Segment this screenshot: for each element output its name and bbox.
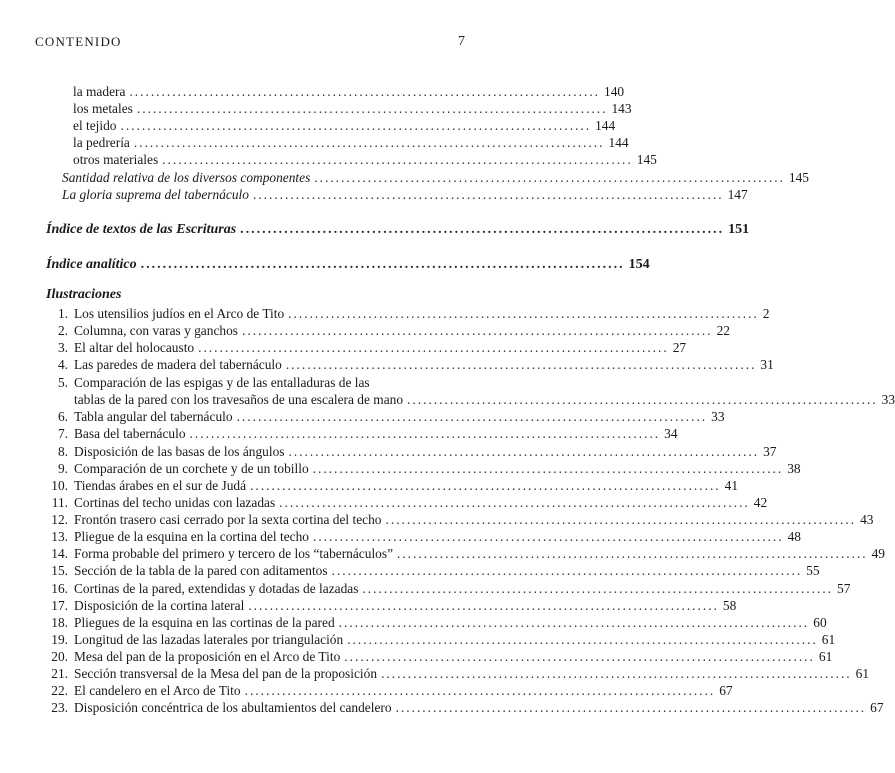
- leader-dots: ........................................................................................: [338, 615, 810, 630]
- illustration-entry: 20. Mesa del pan de la proposición en el Arco de Tito ........................................................................................ 61: [51, 649, 833, 664]
- leader-dots: ........................................................................................: [129, 84, 601, 99]
- leader-dots: ........................................................................................: [362, 581, 834, 596]
- leader-dots: ........................................................................................: [198, 340, 669, 355]
- illustration-entry: 7. Basa del tabernáculo ........................................................................................ 34: [57, 426, 678, 441]
- illustration-entry: 9. Comparación de un corchete y de un tobillo ........................................................................................ 38: [57, 461, 801, 476]
- leader-dots: ........................................................................................: [242, 323, 713, 338]
- leader-dots: ........................................................................................: [189, 426, 661, 441]
- illustration-entry-continuation: tablas de la pared con los travesaños de una escalera de mano ........................................................................................ 33: [74, 392, 895, 407]
- toc-major-entry: Índice analítico ........................................................................................ 154: [46, 257, 650, 272]
- illustration-entry: 3. El altar del holocausto ........................................................................................ 27: [57, 340, 687, 355]
- toc-entry: Santidad relativa de los diversos componentes ........................................................................................ 145: [62, 170, 809, 185]
- leader-dots: ........................................................................................: [120, 118, 592, 133]
- illustrations-heading: Ilustraciones: [46, 287, 122, 302]
- section-title: CONTENIDO: [35, 34, 122, 49]
- leader-dots: ........................................................................................: [240, 222, 725, 237]
- leader-dots: ........................................................................................: [395, 700, 867, 715]
- leader-dots: ........................................................................................: [162, 152, 633, 167]
- page-number: 7: [458, 34, 465, 49]
- illustration-entry: 22. El candelero en el Arco de Tito ........................................................................................ 67: [51, 683, 733, 698]
- illustration-entry: 18. Pliegues de la esquina en las cortinas de la pared ........................................................................................ 60: [51, 615, 827, 630]
- illustration-entry: 15. Sección de la tabla de la pared con aditamentos ........................................................................................ 55: [51, 563, 820, 578]
- leader-dots: ........................................................................................: [288, 444, 760, 459]
- illustration-entry: 6. Tabla angular del tabernáculo ........................................................................................ 33: [57, 409, 725, 424]
- leader-dots: ........................................................................................: [250, 478, 721, 493]
- illustration-entry: 11. Cortinas del techo unidas con lazadas ........................................................................................ 42: [51, 495, 768, 510]
- illustration-entry: 23. Disposición concéntrica de los abultamientos del candelero ........................................................................................ 67: [51, 700, 884, 715]
- illustration-entry: 1. Los utensilios judíos en el Arco de Tito ........................................................................................ 2: [57, 306, 770, 321]
- leader-dots: ........................................................................................: [331, 563, 803, 578]
- leader-dots: ........................................................................................: [279, 495, 750, 510]
- illustration-entry: 5. Comparación de las espigas y de las entalladuras de las: [57, 375, 370, 390]
- page-header: [35, 34, 465, 50]
- leader-dots: ........................................................................................: [248, 598, 719, 613]
- toc-entry: la madera ........................................................................................ 140: [73, 84, 625, 99]
- leader-dots: ........................................................................................: [313, 529, 784, 544]
- illustration-entry: 12. Frontón trasero casi cerrado por la sexta cortina del techo ........................................................................................ 43: [51, 512, 874, 527]
- illustration-entry: 16. Cortinas de la pared, extendidas y dotadas de lazadas ........................................................................................ 57: [51, 581, 851, 596]
- leader-dots: ........................................................................................: [236, 409, 708, 424]
- leader-dots: ........................................................................................: [244, 683, 716, 698]
- toc-entry: el tejido ........................................................................................ 144: [73, 118, 616, 133]
- leader-dots: ........................................................................................: [407, 392, 878, 407]
- illustration-entry: 17. Disposición de la cortina lateral ........................................................................................ 58: [51, 598, 737, 613]
- illustration-entry: 19. Longitud de las lazadas laterales por triangulación ........................................................................................ 61: [51, 632, 836, 647]
- leader-dots: ........................................................................................: [397, 546, 868, 561]
- leader-dots: ........................................................................................: [252, 187, 724, 202]
- toc-major-entry: Índice de textos de las Escrituras ........................................................................................ 151: [46, 222, 750, 237]
- leader-dots: ........................................................................................: [385, 512, 857, 527]
- toc-entry: los metales ........................................................................................ 143: [73, 101, 632, 116]
- leader-dots: ........................................................................................: [285, 357, 757, 372]
- leader-dots: ........................................................................................: [381, 666, 852, 681]
- illustration-entry: 2. Columna, con varas y ganchos ........................................................................................ 22: [57, 323, 730, 338]
- illustration-entry: 13. Pliegue de la esquina en la cortina del techo ........................................................................................ 48: [51, 529, 801, 544]
- leader-dots: ........................................................................................: [314, 170, 785, 185]
- leader-dots: ........................................................................................: [312, 461, 784, 476]
- toc-entry: la pedrería ........................................................................................ 144: [73, 135, 629, 150]
- toc-entry: otros materiales ........................................................................................ 145: [73, 152, 657, 167]
- leader-dots: ........................................................................................: [140, 257, 625, 272]
- illustration-entry: 8. Disposición de las basas de los ángulos ........................................................................................ 37: [57, 444, 777, 459]
- leader-dots: ........................................................................................: [347, 632, 818, 647]
- leader-dots: ........................................................................................: [136, 101, 608, 116]
- illustration-entry: 21. Sección transversal de la Mesa del pan de la proposición ........................................................................................ 61: [51, 666, 870, 681]
- illustration-entry: 10. Tiendas árabes en el sur de Judá ........................................................................................ 41: [51, 478, 739, 493]
- illustration-entry: 4. Las paredes de madera del tabernáculo ........................................................................................ 31: [57, 357, 774, 372]
- leader-dots: ........................................................................................: [344, 649, 815, 664]
- toc-entry: La gloria suprema del tabernáculo ........................................................................................ 147: [62, 187, 748, 202]
- illustration-entry: 14. Forma probable del primero y tercero de los “tabernáculos” ........................................................................................ 49: [51, 546, 885, 561]
- leader-dots: ........................................................................................: [288, 306, 759, 321]
- leader-dots: ........................................................................................: [133, 135, 605, 150]
